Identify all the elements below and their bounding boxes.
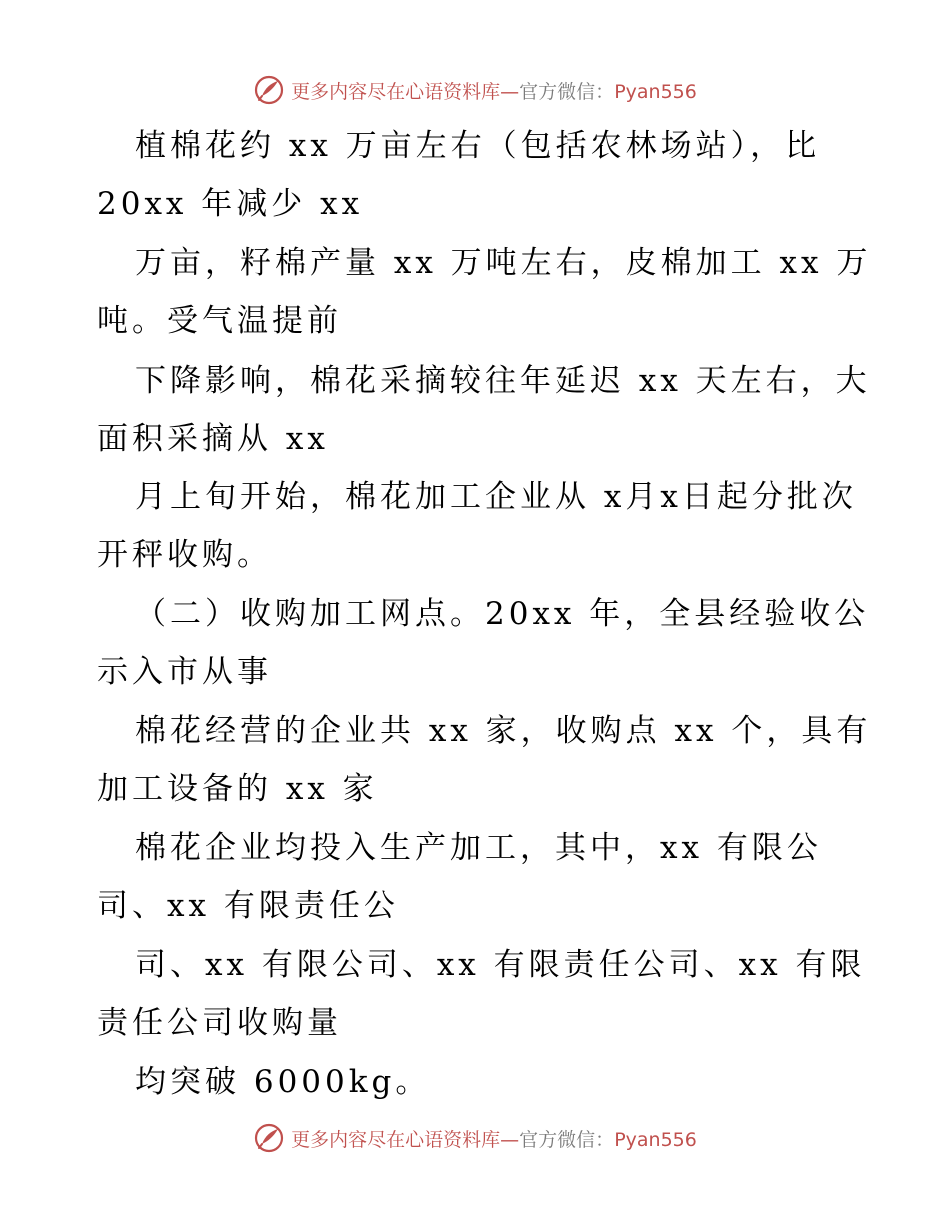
watermark-dash: —	[500, 80, 520, 103]
paragraph-4-line-2: 开秤收购。	[97, 537, 272, 573]
paragraph-5-line-1: （二）收购加工网点。20xx 年，全县经验收公	[135, 596, 870, 632]
watermark-text	[291, 77, 697, 104]
paragraph-1-line-1: 植棉花约 xx 万亩左右（包括农林场站），比	[135, 128, 821, 164]
header-watermark	[0, 70, 950, 110]
paragraph-6-line-1: 棉花经营的企业共 xx 家，收购点 xx 个，具有	[135, 713, 872, 749]
watermark-group	[253, 74, 697, 106]
paragraph-8-line-1: 司、xx 有限公司、xx 有限责任公司、xx 有限	[135, 947, 866, 983]
watermark-group	[253, 1122, 697, 1154]
paragraph-7-line-1: 棉花企业均投入生产加工，其中，xx 有限公	[135, 830, 822, 866]
watermark-dash: —	[500, 1128, 520, 1151]
paragraph-7-line-2: 司、xx 有限责任公	[97, 888, 399, 924]
watermark-brand: 更多内容尽在心语资料库	[291, 80, 501, 103]
paragraph-3-line-1: 下降影响，棉花采摘较往年延迟 xx 天左右，大	[135, 363, 871, 399]
paragraph-2-line-2: 吨。受气温提前	[97, 303, 342, 339]
paragraph-8-line-2: 责任公司收购量	[97, 1005, 342, 1041]
quill-pen-logo-icon	[253, 1122, 285, 1154]
paragraph-2-line-1: 万亩，籽棉产量 xx 万吨左右，皮棉加工 xx 万	[135, 245, 872, 281]
paragraph-3-line-2: 面积采摘从 xx	[97, 421, 329, 457]
paragraph-6-line-2: 加工设备的 xx 家	[97, 771, 378, 807]
paragraph-5-line-2: 示入市从事	[97, 654, 272, 690]
watermark-id: Pyan556	[614, 1128, 697, 1151]
paragraph-9-line-1: 均突破 6000kg。	[135, 1064, 431, 1100]
watermark-brand: 更多内容尽在心语资料库	[291, 1128, 501, 1151]
footer-watermark	[0, 1118, 950, 1158]
watermark-official: 官方微信：	[519, 80, 615, 103]
watermark-text	[291, 1125, 697, 1152]
quill-pen-logo-icon	[253, 74, 285, 106]
paragraph-1-line-2: 20xx 年减少 xx	[97, 186, 364, 222]
paragraph-4-line-1: 月上旬开始，棉花加工企业从 x月x日起分批次	[135, 479, 857, 515]
watermark-id: Pyan556	[614, 80, 697, 103]
watermark-official: 官方微信：	[519, 1128, 615, 1151]
